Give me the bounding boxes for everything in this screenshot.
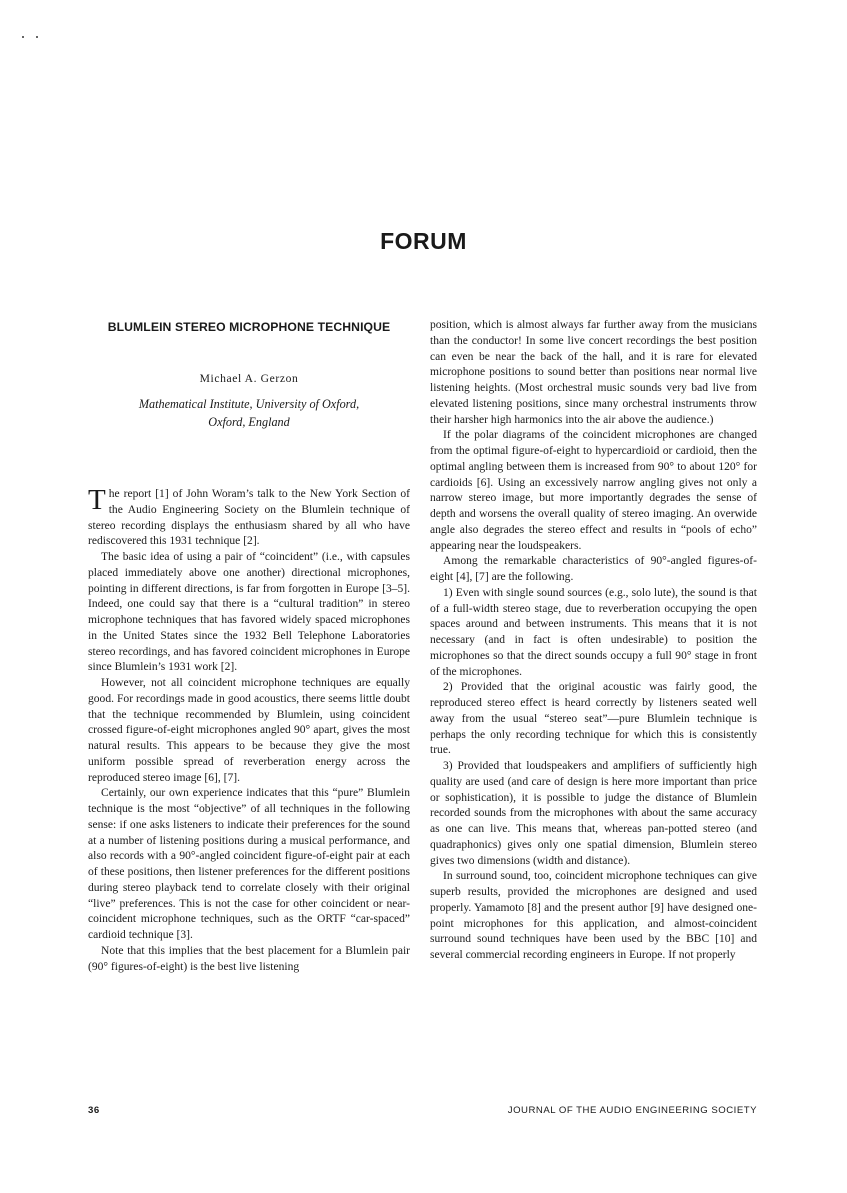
paragraph: 2) Provided that the original acoustic was fairly good, the reproduced stereo effect is heard correctly by listeners seated well away from the usual “stereo seat”—pure Blumlein technique is perhaps the only recording technique for which this is consistently true.	[430, 681, 757, 757]
page-number: 36	[88, 1105, 100, 1116]
paragraph: However, not all coincident microphone techniques are equally good. For recordings made in good acoustics, there seems little doubt that the technique recommended by Blumlein, using coincident crossed figure-of-eight microphones angled 90° apart, gives the most natural results. This appears to be because they give the most uniform possible spread of reverberation energy across the reproduced stereo image [6], [7].	[88, 677, 410, 784]
paragraph: Note that this implies that the best placement for a Blumlein pair (90° figures-of-eight) is the best live listening	[88, 944, 410, 973]
paragraph: 1) Even with single sound sources (e.g., solo lute), the sound is that of a full-width stereo stage, due to reverberation occupying the open spaces around and between instruments. This means that it is not necessary (and in fact is often undesirable) to position the microphones so that the direct sounds occupy a full 90° stage in front of the microphones.	[430, 586, 757, 678]
scan-speck	[36, 36, 38, 38]
paragraph-text: he report [1] of John Woram’s talk to the New York Section of the Audio Engineering Society on the Blumlein technique of stereo recording displays the enthusiasm shared by all who have rediscovered this 1931 technique [2].	[88, 488, 410, 548]
journal-name: JOURNAL OF THE AUDIO ENGINEERING SOCIETY	[507, 1105, 757, 1116]
right-column	[430, 318, 757, 964]
affiliation-line: Oxford, England	[208, 415, 290, 429]
drop-cap: T	[88, 484, 106, 516]
article-title: BLUMLEIN STEREO MICROPHONE TECHNIQUE	[107, 320, 391, 334]
affiliation-line: Mathematical Institute, University of Oxford,	[138, 397, 360, 411]
paragraph: If the polar diagrams of the coincident microphones are changed from the optimal figure-of-eight to hypercardioid or cardioid, then the optimal angling between them is increased from 90° to about 120° for cardioids [6]. Using an excessively narrow angling gives not only a narrow stereo image, but more importantly degrades the sense of depth and worsens the overall quality of stereo imaging. An overwide angle also degrades the stereo effect and results in “pools of echo” appearing near the loudspeakers.	[430, 429, 757, 552]
paragraph: In surround sound, too, coincident microphone techniques can give superb results, provided the microphones are designed and used properly. Yamamoto [8] and the present author [9] have designed one-point microphones for this application, and almost-coincident surround sound techniques have been used by the BBC [10] and several commercial recording engineers in Europe. If not properly	[430, 870, 757, 961]
paragraph	[88, 484, 410, 550]
paragraph: 3) Provided that loudspeakers and amplifiers of sufficiently high quality are used (and care of design is here more important than price or sophistication), it is possible to judge the distance of Blumlein recorded sounds from the microphones with about the same accuracy as one can live. This means that, whereas pan-potted stereo (and quadraphonics) gives only one spatial dimension, Blumlein stereo gives two dimensions (width and distance).	[430, 760, 757, 867]
paragraph: Among the remarkable characteristics of 90°-angled figures-of-eight [4], [7] are the following.	[430, 555, 757, 583]
section-heading: FORUM	[380, 228, 467, 254]
author-affiliation	[88, 395, 410, 431]
scan-speck	[22, 36, 24, 38]
paragraph: Certainly, our own experience indicates that this “pure” Blumlein technique is the most “objective” of all techniques in the following sense: if one asks listeners to indicate their preferences for the sound at a number of listening positions during a musical performance, and also records with a 90°-angled coincident figure-of-eight pair at each of these positions, then listener preferences for the different positions during stereo playback tend to correlate closely with their original “live” preferences. This is not the case for other coincident or near-coincident microphone techniques, such as the ORTF “car-spaced” cardioid technique [3].	[88, 787, 410, 941]
paragraph: The basic idea of using a pair of “coincident” (i.e., with capsules placed immediately above one another) directional microphones, pointing in different directions, is far from forgotten in Europe [3–5]. Indeed, one could say that there is a “cultural tradition” in stereo microphone techniques that has favored widely spaced microphones in the United States since the 1932 Bell Telephone Laboratories stereo recordings, and has favored coincident microphones in Europe since Blumlein’s 1931 work [2].	[88, 551, 410, 674]
paragraph: position, which is almost always far further away from the musicians than the conductor! In some live concert recordings the best position can even be near the back of the hall, and it is rare for elevated microphone positions to sound better than positions near normal live listening heights. (Most orchestral music sounds very bad live from elevated listening positions, since many orchestral instruments throw their harsher high harmonics into the air above the audience.)	[430, 319, 757, 426]
author-name: Michael A. Gerzon	[199, 372, 299, 385]
left-column	[88, 318, 410, 975]
article-body-left	[88, 484, 410, 975]
